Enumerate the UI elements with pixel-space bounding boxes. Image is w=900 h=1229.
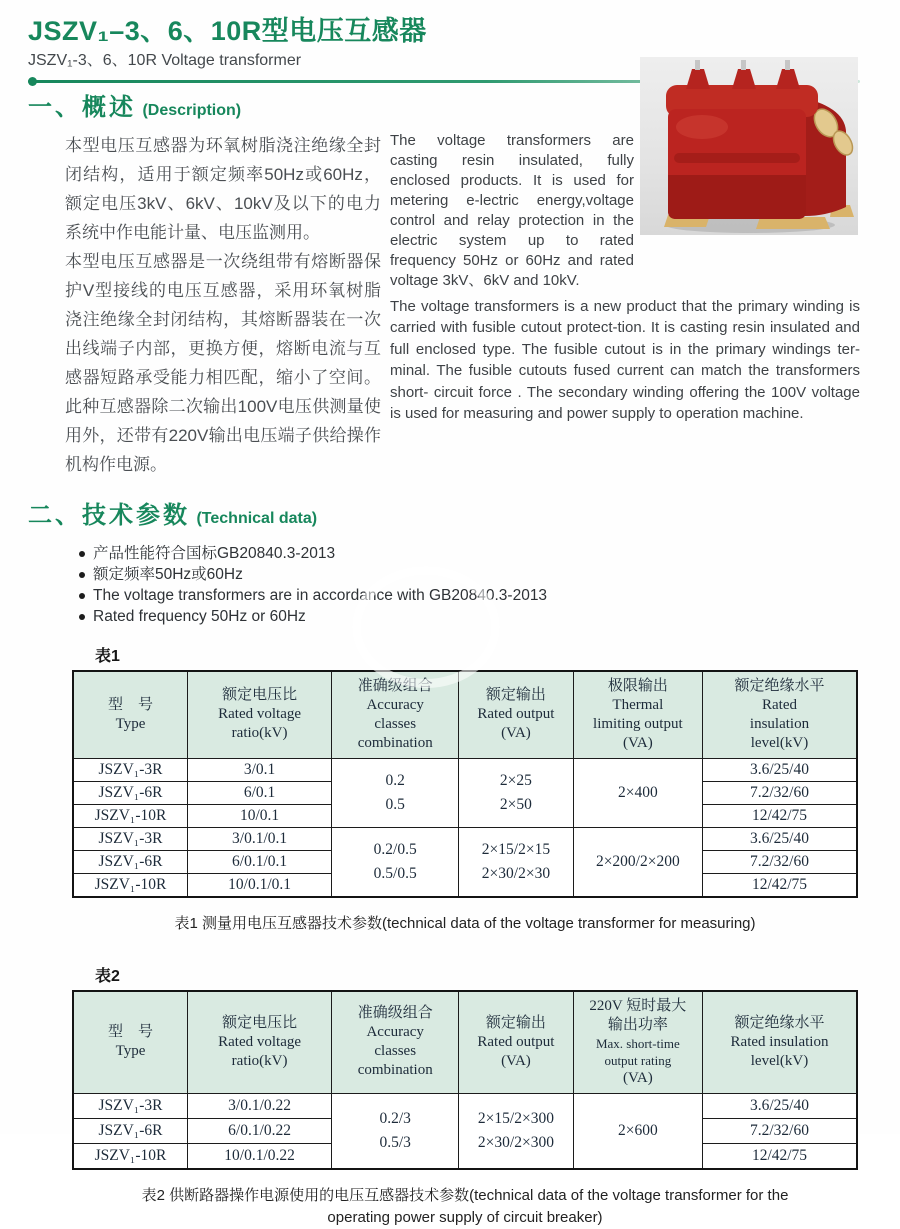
page-title: JSZV₁–3、6、10R型电压互感器	[28, 16, 427, 46]
col-header-type: 型 号 Type	[73, 671, 187, 759]
col-header-max-short-time: 220V 短时最大 输出功率 Max. short-time output rating (VA)	[573, 991, 702, 1094]
table1-measuring	[72, 670, 858, 898]
transformer-illustration	[640, 57, 858, 235]
table2-caption: 表2 供断路器操作电源使用的电压互感器技术参数(technical data of the voltage transformer for the operating power supply of circuit breaker)	[141, 1186, 789, 1226]
zh-paragraph-1: 本型电压互感器为环氧树脂浇注绝缘全封闭结构，适用于额定频率50Hz或60Hz，额定电压3kV、6kV、10kV及以下的电力系统中作电能计量、电压监测用。	[65, 135, 381, 242]
cell-type: JSZV₁-10R	[73, 804, 187, 827]
col-header-accuracy: 准确级组合 Accuracy classes combination	[332, 671, 459, 759]
cell-type: JSZV₁-6R	[73, 850, 187, 873]
table2-circuit-breaker	[72, 990, 858, 1170]
product-photo	[640, 57, 858, 235]
col-header-ratio: 额定电压比 Rated voltage ratio(kV)	[187, 671, 331, 759]
cell-ratio: 6/0.1	[187, 781, 331, 804]
en-paragraph-intro: The voltage transformers are casting resin insulated, fully enclosed products. It is used for metering e-lectric energy,voltage control and relay protection in the electric system up to rated frequency 50Hz or 60Hz and rated voltage 3kV、6kV and 10kV.	[390, 131, 634, 289]
table1-header-row	[73, 671, 857, 759]
bullet-item: 产品性能符合国标GB20840.3-2013	[78, 543, 860, 564]
zh-paragraph-2: 本型电压互感器是一次绕组带有熔断器保护V型接线的电压互感器，采用环氧树脂浇注绝缘全封闭结构，其熔断器装在一次出线端子内部，更换方便，熔断电流与互感器短路承受能力相匹配，缩小了空间。此种互感器除二次输出100V电压供测量使用外，还带有220V输出电压端子供给操作机构作电源。	[65, 251, 381, 474]
bullet-item: The voltage transformers are in accordance with GB20840.3-2013	[78, 585, 860, 606]
cell-output-group: 2×25 2×50	[459, 758, 573, 827]
cell-ratio: 10/0.1/0.22	[187, 1143, 331, 1169]
col-header-thermal: 极限输出 Thermal limiting output (VA)	[573, 671, 702, 759]
bullet-item: Rated frequency 50Hz or 60Hz	[78, 606, 860, 627]
cell-type: JSZV₁-3R	[73, 758, 187, 781]
cell-accuracy-group: 0.2/0.5 0.5/0.5	[332, 827, 459, 897]
cell-ratio: 10/0.1/0.1	[187, 873, 331, 897]
en-paragraph-body: The voltage transformers is a new product that the primary winding is carried with fusible cutout protect-tion. It is casting resin insulated and full enclosed type. The fusible cutout is in the primary windings ter-minal. The fusible cutouts fused current can match the transformers short- circuit force . The secondary winding offering the 100V voltage is used for measuring and power supply to operation machine.	[390, 297, 860, 422]
cell-insulation: 3.6/25/40	[703, 758, 857, 781]
section-description-subtitle: (Description)	[142, 101, 242, 119]
cell-insulation: 12/42/75	[703, 873, 857, 897]
table-row	[73, 758, 857, 781]
cell-ratio: 3/0.1/0.1	[187, 827, 331, 850]
bullet-item: 额定频率50Hz或60Hz	[78, 564, 860, 585]
table2-label: 表2	[95, 967, 120, 985]
section-technical-title: 二、技术参数	[28, 501, 190, 529]
cell-type: JSZV₁-3R	[73, 827, 187, 850]
cell-ratio: 6/0.1/0.22	[187, 1118, 331, 1143]
cell-insulation: 7.2/32/60	[703, 781, 857, 804]
table1-label: 表1	[95, 647, 120, 665]
cell-thermal-group: 2×400	[573, 758, 702, 827]
table-row	[73, 827, 857, 850]
col-header-type: 型 号 Type	[73, 991, 187, 1094]
cell-accuracy-group: 0.2 0.5	[332, 758, 459, 827]
cell-type: JSZV₁-3R	[73, 1093, 187, 1118]
col-header-insulation: 额定绝缘水平 Rated insulation level(kV)	[703, 671, 857, 759]
cell-type: JSZV₁-6R	[73, 1118, 187, 1143]
col-header-accuracy: 准确级组合 Accuracy classes combination	[332, 991, 459, 1094]
cell-type: JSZV₁-10R	[73, 873, 187, 897]
cell-insulation: 12/42/75	[703, 804, 857, 827]
col-header-output: 额定输出 Rated output (VA)	[459, 671, 573, 759]
cell-insulation: 3.6/25/40	[703, 827, 857, 850]
page-subtitle: JSZV₁-3、6、10R Voltage transformer	[28, 52, 302, 69]
col-header-output: 额定输出 Rated output (VA)	[459, 991, 573, 1094]
col-header-ratio: 额定电压比 Rated voltage ratio(kV)	[187, 991, 331, 1094]
cell-type: JSZV₁-10R	[73, 1143, 187, 1169]
technical-bullet-list	[28, 543, 860, 627]
cell-insulation: 7.2/32/60	[703, 1118, 857, 1143]
cell-ratio: 10/0.1	[187, 804, 331, 827]
col-header-insulation: 额定绝缘水平 Rated insulation level(kV)	[703, 991, 857, 1094]
table1-caption: 表1 测量用电压互感器技术参数(technical data of the voltage transformer for measuring)	[174, 914, 756, 932]
cell-output-group: 2×15/2×15 2×30/2×30	[459, 827, 573, 897]
description-chinese	[65, 131, 381, 479]
section-description-title: 一、概述	[28, 93, 136, 121]
cell-insulation: 7.2/32/60	[703, 850, 857, 873]
section-technical-subtitle: (Technical data)	[196, 509, 318, 527]
table-row	[73, 1093, 857, 1118]
table2-header-row	[73, 991, 857, 1094]
cell-ratio: 3/0.1/0.22	[187, 1093, 331, 1118]
section-technical-heading	[28, 499, 860, 533]
divider-dot-icon	[28, 77, 37, 86]
cell-output-group: 2×15/2×300 2×30/2×300	[459, 1093, 573, 1169]
cell-insulation: 3.6/25/40	[703, 1093, 857, 1118]
cell-ratio: 6/0.1/0.1	[187, 850, 331, 873]
cell-type: JSZV₁-6R	[73, 781, 187, 804]
cell-ratio: 3/0.1	[187, 758, 331, 781]
cell-power-group: 2×600	[573, 1093, 702, 1169]
cell-accuracy-group: 0.2/3 0.5/3	[332, 1093, 459, 1169]
cell-insulation: 12/42/75	[703, 1143, 857, 1169]
cell-thermal-group: 2×200/2×200	[573, 827, 702, 897]
